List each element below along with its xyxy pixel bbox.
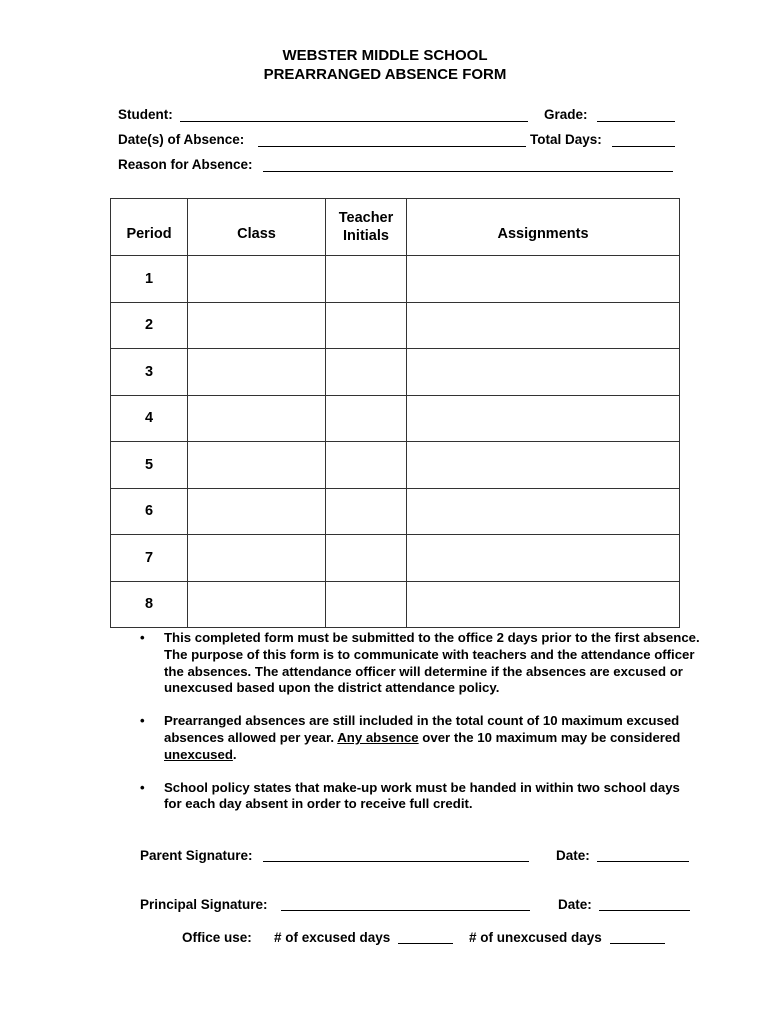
bullet-icon: •: [140, 630, 145, 645]
grade-field[interactable]: [597, 121, 675, 122]
initials-cell[interactable]: [326, 488, 407, 535]
any-absence-emphasis: Any absence: [337, 729, 419, 745]
note-submission: [140, 630, 700, 697]
reason-field[interactable]: [263, 171, 673, 172]
period-cell: 3: [111, 349, 188, 396]
class-header: Class: [188, 199, 326, 256]
note-count: [140, 713, 700, 763]
school-name: WEBSTER MIDDLE SCHOOL: [282, 47, 488, 64]
class-cell[interactable]: [188, 442, 326, 489]
dates-of-absence-field[interactable]: [258, 146, 526, 147]
grade-label: Grade:: [544, 107, 588, 122]
reason-label: Reason for Absence:: [118, 157, 253, 172]
period-cell: 5: [111, 442, 188, 489]
assignments-header: Assignments: [407, 199, 680, 256]
table-row: [111, 395, 680, 442]
parent-signature-field[interactable]: [263, 861, 529, 862]
excused-days-label: # of excused days: [274, 930, 391, 945]
note-text: This completed form must be submitted to the office 2 days prior to the first absence. The purpose of this form is to communicate with teachers and the attendance officer the absences. The attendance officer will determine if the absences are excused or unexcused based upon the district attendance policy.: [164, 630, 700, 696]
note-makeup: [140, 780, 700, 814]
assignments-cell[interactable]: [407, 395, 680, 442]
parent-date-field[interactable]: [597, 861, 689, 862]
principal-signature-label: Principal Signature:: [140, 897, 268, 912]
note-text: Prearranged absences are still included in the total count of 10 maximum excused absences allowed per year.: [164, 713, 680, 745]
assignments-table: [110, 198, 680, 628]
class-cell[interactable]: [188, 581, 326, 628]
period-cell: 4: [111, 395, 188, 442]
table-row: [111, 442, 680, 489]
policy-notes: [140, 630, 700, 813]
assignments-cell[interactable]: [407, 442, 680, 489]
initials-cell[interactable]: [326, 256, 407, 303]
table-row: [111, 581, 680, 628]
principal-date-field[interactable]: [599, 910, 690, 911]
student-label: Student:: [118, 107, 173, 122]
unexcused-emphasis: unexcused: [164, 746, 233, 762]
excused-days-field[interactable]: [398, 943, 453, 944]
table-row: [111, 302, 680, 349]
class-cell[interactable]: [188, 302, 326, 349]
office-use-label: Office use:: [182, 930, 252, 945]
teacher-initials-header: Teacher Initials: [326, 199, 407, 256]
period-cell: 8: [111, 581, 188, 628]
dates-of-absence-label: Date(s) of Absence:: [118, 132, 245, 147]
assignments-cell[interactable]: [407, 488, 680, 535]
initials-cell[interactable]: [326, 302, 407, 349]
parent-signature-label: Parent Signature:: [140, 848, 253, 863]
table-row: [111, 256, 680, 303]
period-cell: 6: [111, 488, 188, 535]
period-cell: 2: [111, 302, 188, 349]
class-cell[interactable]: [188, 488, 326, 535]
initials-cell[interactable]: [326, 535, 407, 582]
initials-cell[interactable]: [326, 581, 407, 628]
bullet-icon: •: [140, 779, 145, 795]
period-cell: 7: [111, 535, 188, 582]
assignments-cell[interactable]: [407, 581, 680, 628]
form-title: PREARRANGED ABSENCE FORM: [263, 66, 507, 83]
total-days-field[interactable]: [612, 146, 675, 147]
initials-cell[interactable]: [326, 395, 407, 442]
assignments-cell[interactable]: [407, 256, 680, 303]
unexcused-days-field[interactable]: [610, 943, 665, 944]
principal-date-label: Date:: [558, 897, 592, 912]
class-cell[interactable]: [188, 535, 326, 582]
unexcused-days-label: # of unexcused days: [469, 930, 602, 945]
principal-signature-field[interactable]: [281, 910, 530, 911]
bullet-icon: •: [140, 713, 145, 729]
note-text: School policy states that make-up work must be handed in within two school days for each day absent in order to receive full credit.: [164, 779, 680, 812]
note-text: over the 10 maximum may be considered: [418, 729, 681, 745]
total-days-label: Total Days:: [530, 132, 602, 147]
period-header: Period: [111, 199, 188, 256]
table-row: [111, 535, 680, 582]
class-cell[interactable]: [188, 395, 326, 442]
table-row: [111, 488, 680, 535]
initials-cell[interactable]: [326, 349, 407, 396]
table-header-row: [111, 199, 680, 256]
assignments-cell[interactable]: [407, 349, 680, 396]
table-row: [111, 349, 680, 396]
class-cell[interactable]: [188, 256, 326, 303]
assignments-cell[interactable]: [407, 535, 680, 582]
initials-cell[interactable]: [326, 442, 407, 489]
student-field[interactable]: [180, 121, 528, 122]
class-cell[interactable]: [188, 349, 326, 396]
period-cell: 1: [111, 256, 188, 303]
assignments-cell[interactable]: [407, 302, 680, 349]
parent-date-label: Date:: [556, 848, 590, 863]
note-text: .: [232, 746, 237, 762]
